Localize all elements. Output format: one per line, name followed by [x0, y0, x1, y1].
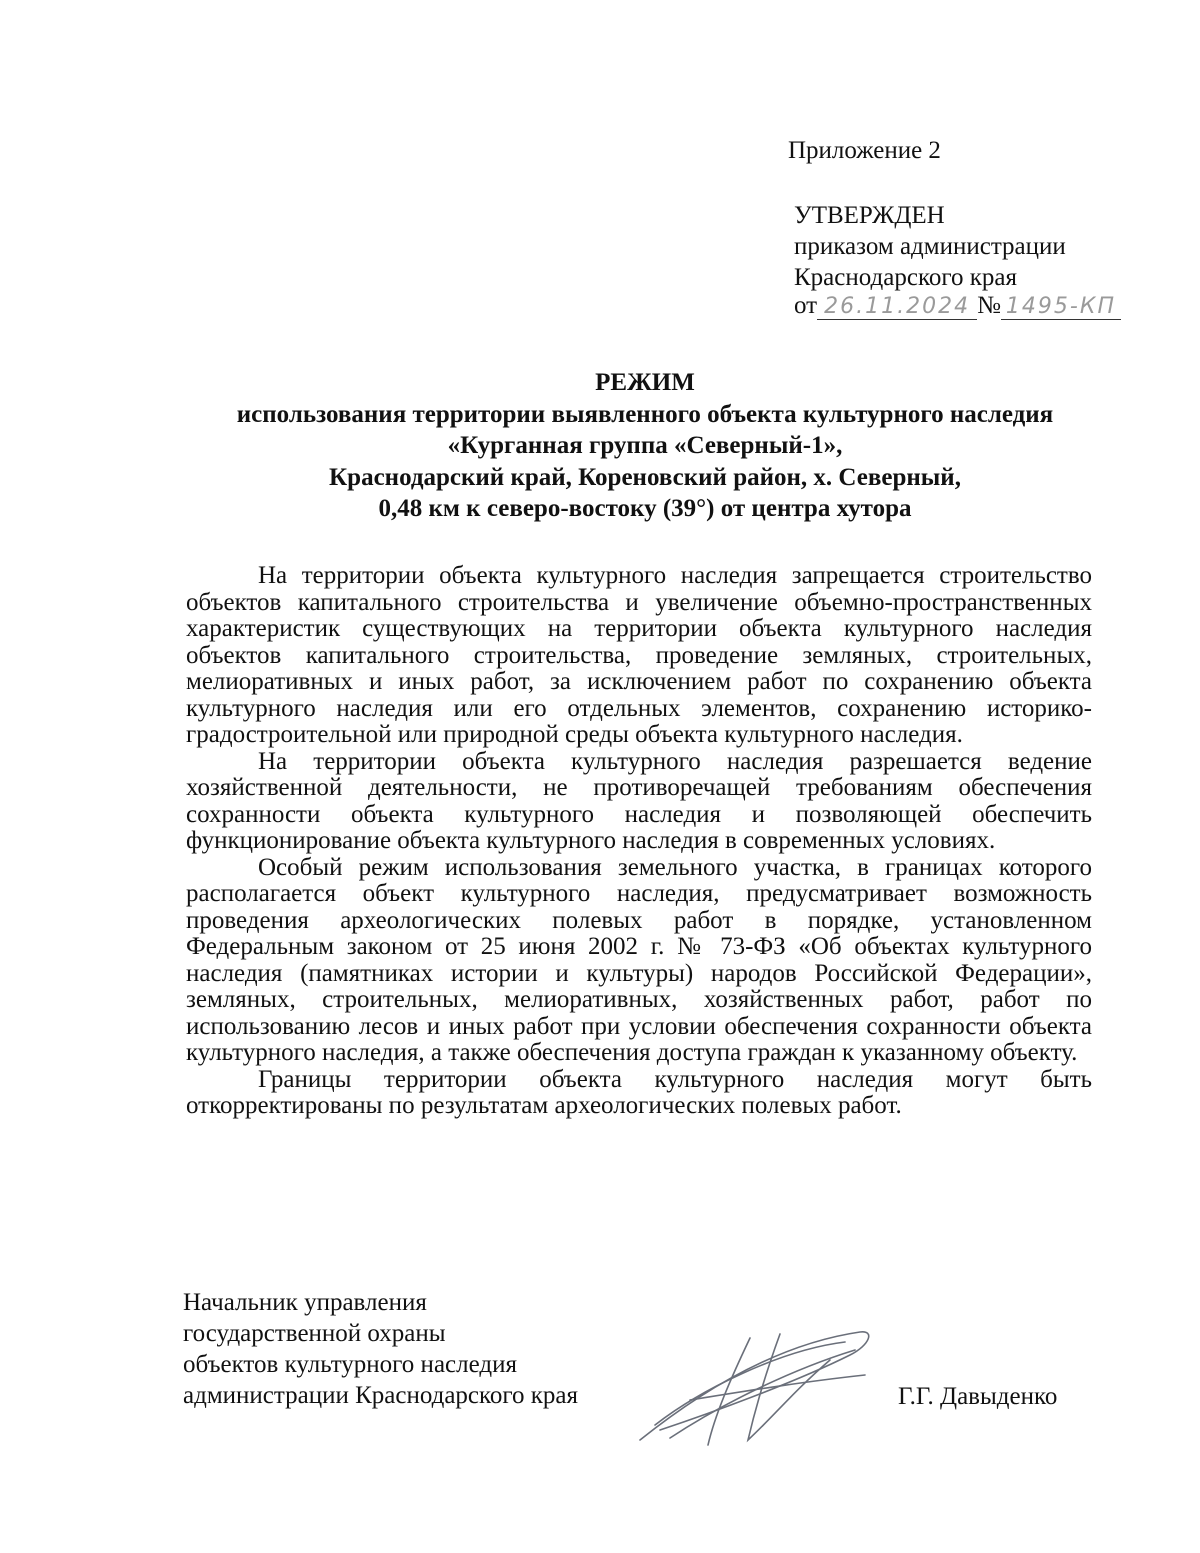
approval-line-1: приказом администрации	[794, 233, 1066, 260]
approval-heading: УТВЕРЖДЕН	[794, 202, 945, 229]
approval-date-line	[794, 290, 1121, 321]
approval-line-2: Краснодарского края	[794, 264, 1017, 291]
paragraph-prohibition: На территории объекта культурного наследия запрещается строительство объектов капитального строительства и увеличение объемно-пространственных характеристик существующих на территории объекта культурного наследия объектов капитального строительства, проведение земляных, строительных, мелиоративных и иных работ, за исключением работ по сохранению объекта культурного наследия или его отдельных элементов, сохранению историко-градостроительной или природной среды объекта культурного наследия.	[186, 562, 1092, 748]
appendix-label: Приложение 2	[788, 137, 941, 164]
position-line-3: объектов культурного наследия	[183, 1351, 517, 1378]
position-line-1: Начальник управления	[183, 1289, 427, 1316]
title-line-3: «Курганная группа «Северный-1»,	[447, 432, 843, 459]
from-prefix: от	[794, 292, 818, 319]
paragraph-boundaries: Границы территории объекта культурного наследия могут быть откорректированы по результатам археологических полевых работ.	[186, 1065, 1092, 1119]
handwritten-signature	[630, 1320, 880, 1455]
signatory-name: Г.Г. Давыденко	[898, 1383, 1058, 1410]
title-line-2: использования территории выявленного объекта культурного наследия	[236, 400, 1054, 428]
document-title	[150, 367, 1140, 525]
body-text	[186, 563, 1092, 1120]
approval-block	[794, 200, 1066, 293]
number-prefix: №	[977, 292, 1001, 319]
position-line-2: государственной охраны	[183, 1320, 446, 1347]
handwritten-date: 26.11.2024	[817, 295, 977, 320]
title-line-5: 0,48 км к северо-востоку (39°) от центра хутора	[378, 495, 912, 522]
title-line-4: Краснодарский край, Кореновский район, х. Северный,	[329, 463, 961, 491]
paragraph-special-regime: Особый режим использования земельного участка, в границах которого располагается объект культурного наследия, предусматривает возможность проведения археологических полевых работ в порядке, установленном Федеральным законом от 25 июня 2002 г. № 73-ФЗ «Об объектах культурного наследия (памятниках истории и культуры) народов Российской Федерации», земляных, строительных, мелиоративных, хозяйственных работ, работ по использованию лесов и иных работ при условии обеспечения сохранности объекта культурного наследия, а также обеспечения доступа граждан к указанному объекту.	[186, 853, 1092, 1066]
paragraph-permission: На территории объекта культурного наследия разрешается ведение хозяйственной деятельности, не противоречащей требованиям обеспечения сохранности объекта культурного наследия и позволяющей обеспечить функционирование объекта культурного наследия в современных условиях.	[186, 747, 1092, 854]
position-line-4: администрации Краснодарского края	[183, 1382, 579, 1409]
title-line-1: РЕЖИМ	[595, 369, 695, 396]
signatory-position	[183, 1287, 578, 1411]
handwritten-number: 1495-КП	[1001, 295, 1121, 320]
